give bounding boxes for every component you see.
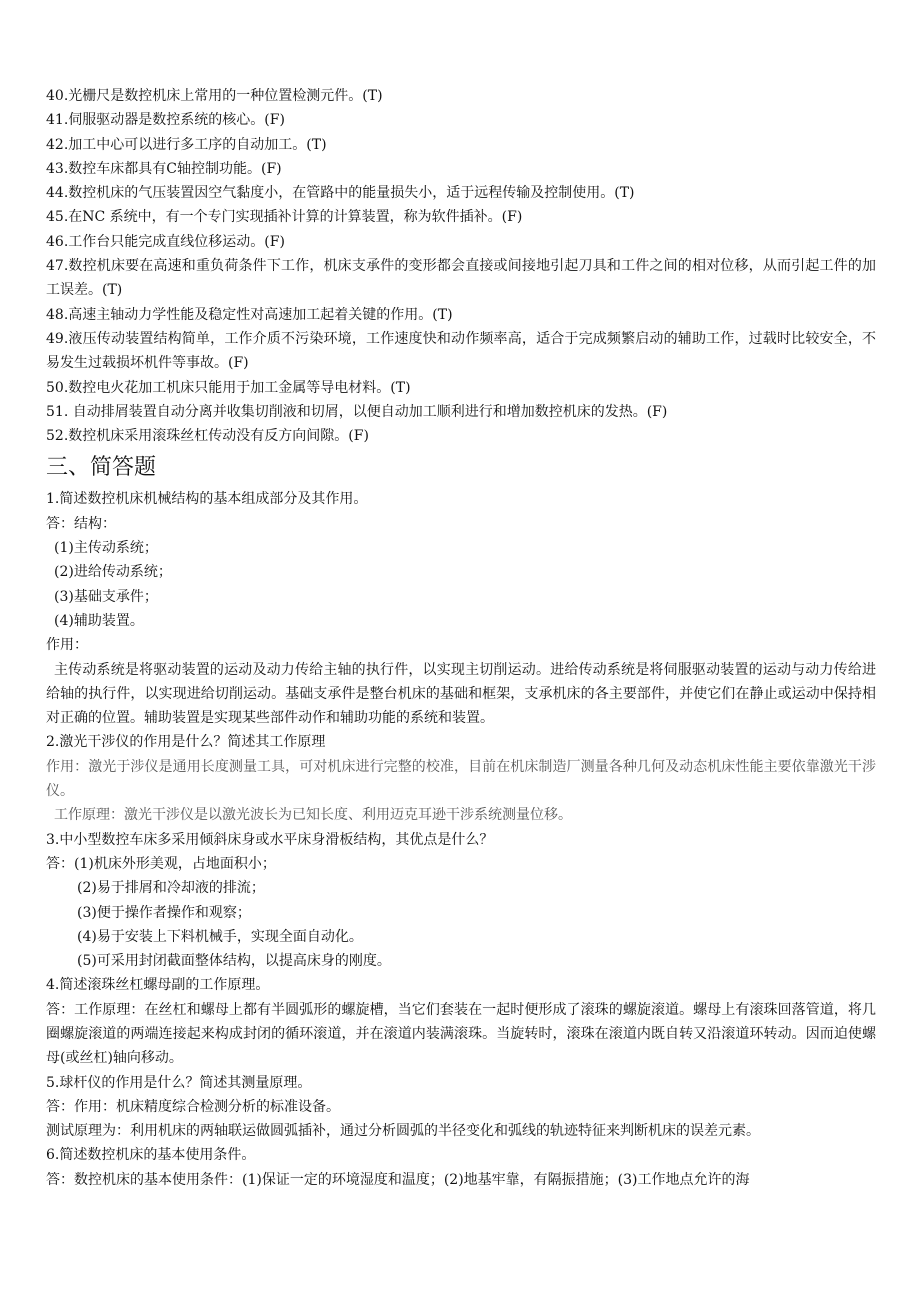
q3-item: (5)可采用封闭截面整体结构，以提高床身的刚度。: [77, 953, 391, 970]
tf-item-40: 40.光栅尺是数控机床上常用的一种位置检测元件。(T): [46, 88, 383, 104]
q3-item: (3)便于操作者操作和观察；: [77, 904, 251, 921]
q1-item: (4)辅助装置。: [54, 612, 144, 629]
q5-question: 5.球杆仪的作用是什么？简述其测量原理。: [46, 1074, 312, 1091]
q3-item: (2)易于排屑和冷却液的排流；: [77, 880, 265, 897]
q5-role: 答：作用：机床精度综合检测分析的标准设备。: [46, 1098, 340, 1115]
tf-item-42: 42.加工中心可以进行多工序的自动加工。(T): [46, 136, 327, 153]
q6-answer: 答：数控机床的基本使用条件：(1)保证一定的环境湿度和温度；(2)地基牢靠，有隔振措施；(3)工作地点允许的海: [46, 1171, 750, 1188]
q2-role: 作用：激光于涉仪是通用长度测量工具，可对机床进行完整的校准，目前在机床制造厂测量各种几何及动态机床性能主要依靠激光干涉仪。: [46, 758, 876, 800]
tf-item-45: 45.在NC 系统中，有一个专门实现插补计算的计算装置，称为软件插补。(F): [46, 209, 523, 226]
tf-item-43: 43.数控车床都具有C轴控制功能。(F): [46, 160, 282, 177]
q5-principle: 测试原理为：利用机床的两轴联运做圆弧插补，通过分析圆弧的半径变化和弧线的轨迹特征来判断机床的误差元素。: [46, 1123, 760, 1140]
q1-question: 1.简述数控机床机械结构的基本组成部分及其作用。: [46, 491, 368, 508]
q1-item: (1)主传动系统；: [54, 540, 158, 557]
q3-answer-first: 答：(1)机床外形美观，占地面积小；: [46, 855, 276, 872]
q4-question: 4.简述滚珠丝杠螺母副的工作原理。: [46, 977, 270, 994]
q1-role-label: 作用：: [46, 637, 88, 654]
document-page: [46, 84, 876, 1192]
q6-question: 6.简述数控机床的基本使用条件。: [46, 1147, 256, 1164]
tf-item-41: 41.伺服驱动器是数控系统的核心。(F): [46, 112, 285, 129]
tf-item-48: 48.高速主轴动力学性能及稳定性对高速加工起着关键的作用。(T): [46, 306, 453, 323]
tf-item-51: 51. 自动排屑装置自动分离并收集切削液和切屑，以便自动加工顺利进行和增加数控机床的发热。(F): [46, 403, 668, 420]
q1-item: (3)基础支承件；: [54, 588, 158, 605]
q3-question: 3.中小型数控车床多采用倾斜床身或水平床身滑板结构，其优点是什么？: [46, 831, 494, 848]
tf-item-47: 47.数控机床要在高速和重负荷条件下工作，机床支承件的变形都会直接或间接地引起刀具和工件之间的相对位移，从而引起工件的加工误差。(T): [46, 258, 876, 299]
tf-item-44: 44.数控机床的气压装置因空气黏度小，在管路中的能量损失小，适于远程传输及控制使用。(T): [46, 185, 635, 202]
q1-role-text: 主传动系统是将驱动装置的运动及动力传给主轴的执行件，以实现主切削运动。进给传动系统是将伺服驱动装置的运动与动力传给进给轴的执行件，以实现进给切削运动。基础支承件是整台机床的基础和框架，支承机床的各主要部件，并使它们在静止或运动中保持相对正确的位置。辅助装置是实现某些部件动作和辅助功能的系统和装置。: [46, 661, 876, 727]
q2-principle: 工作原理：激光干涉仪是以激光波长为已知长度、利用迈克耳逊干涉系统测量位移。: [54, 807, 572, 824]
q1-answer-label: 答：结构：: [46, 515, 116, 532]
tf-item-49: 49.液压传动装置结构简单，工作介质不污染环境，工作速度快和动作频率高，适合于完成频繁启动的辅助工作，过载时比较安全，不易发生过载损坏机件等事故。(F): [46, 330, 876, 372]
q4-answer: 答：工作原理：在丝杠和螺母上都有半圆弧形的螺旋槽，当它们套装在一起时便形成了滚珠的螺旋滚道。螺母上有滚珠回落管道，将几圈螺旋滚道的两端连接起来构成封闭的循环滚道，并在滚道内装满滚珠。当旋转时，滚珠在滚道内既自转又沿滚道环转动。因而迫使螺母(或丝杠)轴向移动。: [46, 1001, 876, 1067]
q2-question: 2.激光干涉仪的作用是什么？简述其工作原理: [46, 734, 326, 751]
tf-item-46: 46.工作台只能完成直线位移运动。(F): [46, 233, 285, 250]
q3-item: (4)易于安装上下料机械手，实现全面自动化。: [77, 928, 363, 945]
tf-item-50: 50.数控电火花加工机床只能用于加工金属等导电材料。(T): [46, 379, 411, 396]
section-title: 三、简答题: [46, 455, 157, 481]
q1-item: (2)进给传动系统；: [54, 564, 172, 581]
tf-item-52: 52.数控机床采用滚珠丝杠传动没有反方向间隙。(F): [46, 428, 369, 445]
